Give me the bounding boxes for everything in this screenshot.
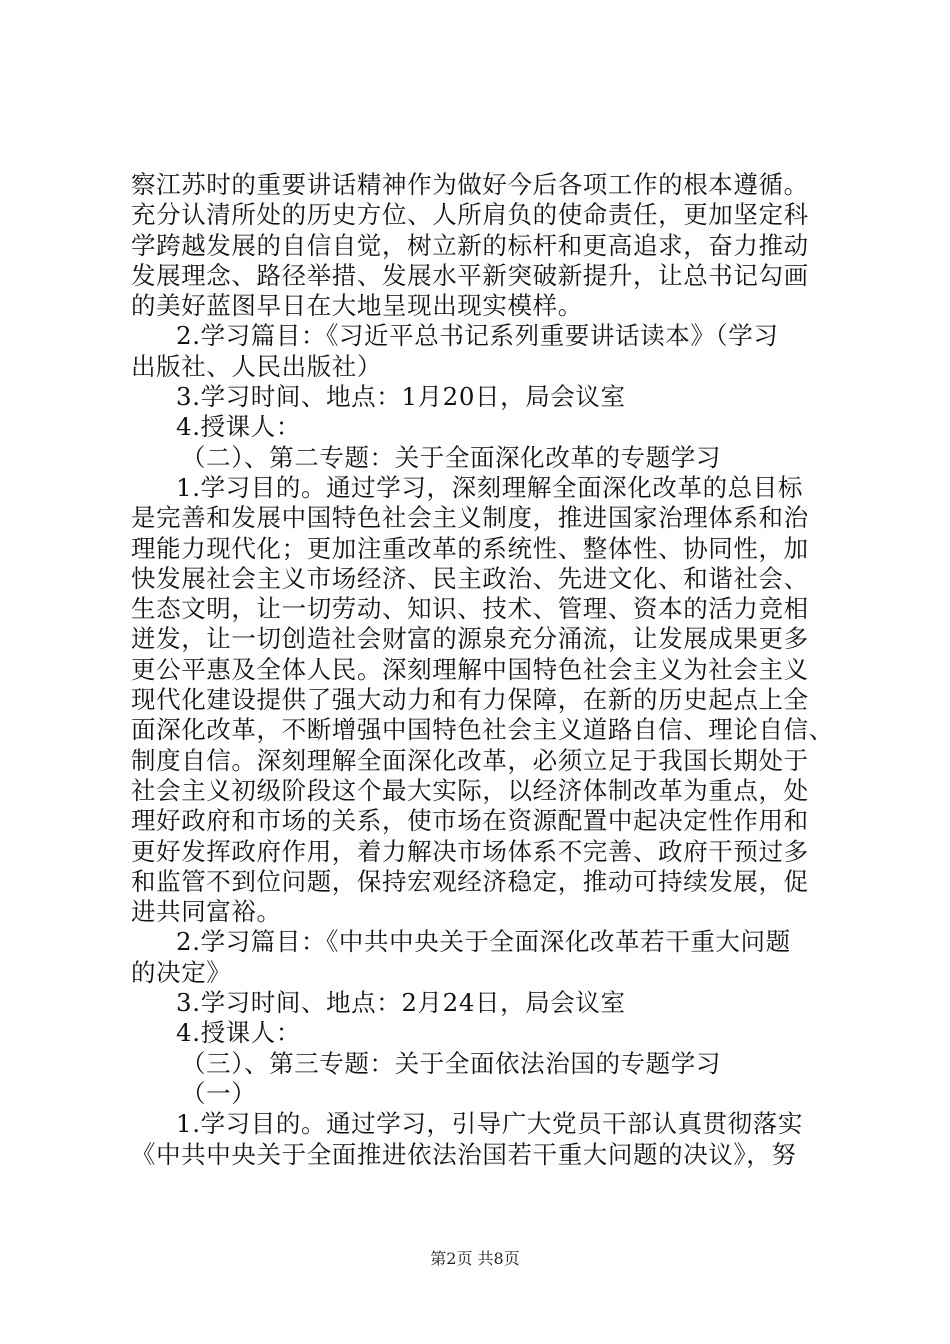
text-line: 3.学习时间、地点：2月24日，局会议室 bbox=[176, 988, 626, 1018]
text-line: 更公平惠及全体人民。深刻理解中国特色社会主义为社会主义 bbox=[131, 654, 809, 684]
text-line: 进共同富裕。 bbox=[131, 897, 282, 927]
text-line: 出版社、人民出版社） bbox=[131, 351, 382, 381]
text-line: 《中共中央关于全面推进依法治国若干重大问题的决议》，努 bbox=[131, 1139, 797, 1169]
text-line: 充分认清所处的历史方位、人所肩负的使命责任，更加坚定科 bbox=[131, 200, 809, 230]
text-line: 是完善和发展中国特色社会主义制度，推进国家治理体系和治 bbox=[131, 503, 809, 533]
text-line: 的美好蓝图早日在大地呈现出现实模样。 bbox=[131, 291, 583, 321]
text-line: 2.学习篇目：《中共中央关于全面深化改革若干重大问题 bbox=[176, 927, 791, 957]
text-line: 现代化建设提供了强大动力和有力保障，在新的历史起点上全 bbox=[131, 685, 809, 715]
text-line: （三）、第三专题：关于全面依法治国的专题学习 bbox=[181, 1048, 721, 1078]
text-line: 制度自信。深刻理解全面深化改革，必须立足于我国长期处于 bbox=[131, 745, 809, 775]
text-line: 理能力现代化；更加注重改革的系统性、整体性、协同性，加 bbox=[131, 533, 809, 563]
text-line: 学跨越发展的自信自觉，树立新的标杆和更高追求，奋力推动 bbox=[131, 230, 809, 260]
text-line: （一） bbox=[181, 1078, 257, 1108]
text-line: 面深化改革，不断增强中国特色社会主义道路自信、理论自信、 bbox=[131, 715, 834, 745]
text-line: 生态文明，让一切劳动、知识、技术、管理、资本的活力竞相 bbox=[131, 594, 809, 624]
text-line: 发展理念、路径举措、发展水平新突破新提升，让总书记勾画 bbox=[131, 260, 809, 290]
text-line: 理好政府和市场的关系，使市场在资源配置中起决定性作用和 bbox=[131, 806, 809, 836]
text-line: 和监管不到位问题，保持宏观经济稳定，推动可持续发展，促 bbox=[131, 866, 809, 896]
page-footer: 第2页 共8页 bbox=[430, 1249, 520, 1268]
text-line: 快发展社会主义市场经济、民主政治、先进文化、和谐社会、 bbox=[131, 563, 809, 593]
text-line: （二）、第二专题：关于全面深化改革的专题学习 bbox=[181, 442, 721, 472]
text-line: 1.学习目的。通过学习，深刻理解全面深化改革的总目标 bbox=[176, 472, 803, 502]
text-line: 3.学习时间、地点：1月20日，局会议室 bbox=[176, 382, 626, 412]
text-line: 4.授课人： bbox=[176, 412, 301, 442]
text-line: 2.学习篇目：《习近平总书记系列重要讲话读本》（学习 bbox=[176, 321, 779, 351]
text-line: 社会主义初级阶段这个最大实际，以经济体制改革为重点，处 bbox=[131, 775, 809, 805]
text-line: 察江苏时的重要讲话精神作为做好今后各项工作的根本遵循。 bbox=[131, 170, 809, 199]
text-line: 更好发挥政府作用，着力解决市场体系不完善、政府干预过多 bbox=[131, 836, 809, 866]
document-body bbox=[131, 170, 834, 1170]
text-line: 1.学习目的。通过学习，引导广大党员干部认真贯彻落实 bbox=[176, 1109, 803, 1139]
text-line: 迸发，让一切创造社会财富的源泉充分涌流，让发展成果更多 bbox=[131, 624, 809, 654]
text-line: 4.授课人： bbox=[176, 1018, 301, 1048]
text-line: 的决定》 bbox=[131, 957, 232, 987]
